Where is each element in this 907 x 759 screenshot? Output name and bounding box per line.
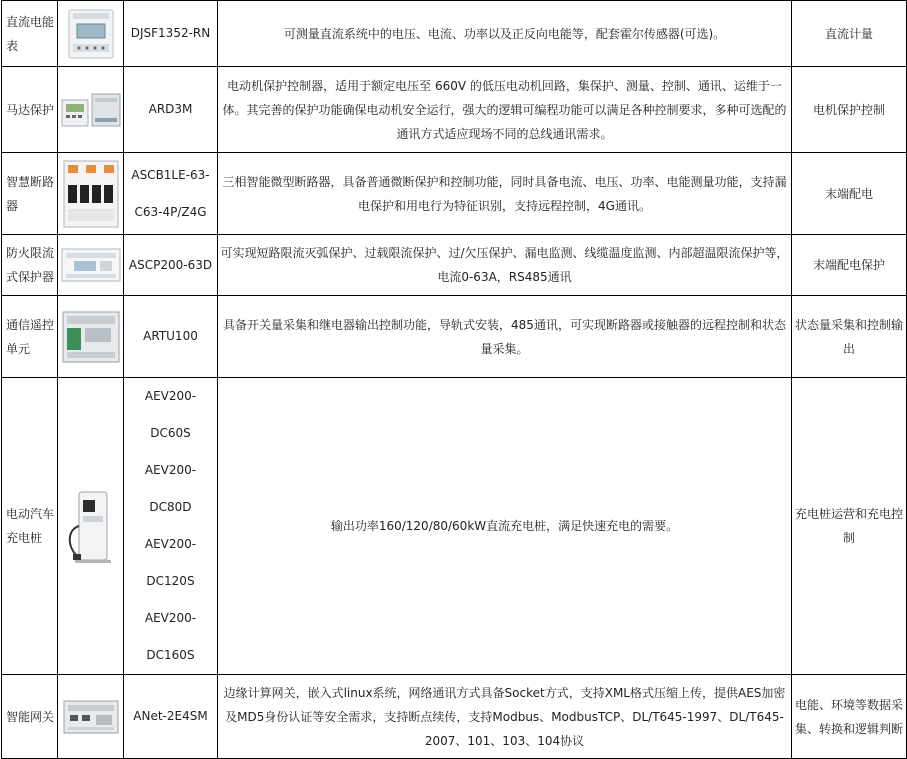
product-name: 电动汽车充电桩 xyxy=(2,378,58,675)
product-table xyxy=(1,0,907,759)
smart-gateway-photo xyxy=(60,695,122,739)
dc-energy-meter-photo xyxy=(63,8,119,60)
current-limiting-protector-photo xyxy=(60,245,122,285)
table-row xyxy=(2,378,907,675)
product-name: 直流电能表 xyxy=(2,1,58,67)
model-line: ASCP200-63D xyxy=(128,257,213,272)
motor-protector-photo xyxy=(60,90,122,130)
product-name: 智能网关 xyxy=(2,675,58,759)
product-image-cell xyxy=(58,235,124,296)
product-description: 电动机保护控制器，适用于额定电压至 660V 的低压电动机回路，集保护、测量、控制、通讯、运维于一体。其完善的保护功能确保电动机安全运行，强大的逻辑可编程功能可以满足各种控制要求，多种可选配的通讯方式适应现场不同的总线通讯需求。 xyxy=(218,67,792,153)
product-image-cell xyxy=(58,296,124,378)
product-model xyxy=(124,296,218,378)
remote-control-unit-photo xyxy=(60,306,122,368)
product-application: 电能、环境等数据采集、转换和逻辑判断 xyxy=(792,675,907,759)
product-name: 智慧断路器 xyxy=(2,153,58,235)
product-image-cell xyxy=(58,378,124,675)
product-application: 末端配电 xyxy=(792,153,907,235)
model-line: DJSF1352-RN xyxy=(130,26,211,40)
product-description: 可实现短路限流灭弧保护、过载限流保护、过/欠压保护、漏电监测、线缆温度监测、内部超温限流保护等，电流0-63A，RS485通讯 xyxy=(218,235,792,296)
smart-breaker-photo xyxy=(60,157,122,231)
model-line: ARD3M xyxy=(148,102,193,116)
ev-charger-photo xyxy=(63,486,119,566)
product-description: 输出功率160/120/80/60kW直流充电桩，满足快速充电的需要。 xyxy=(218,378,792,675)
table-row xyxy=(2,1,907,67)
product-name: 防火限流式保护器 xyxy=(2,235,58,296)
product-image-cell xyxy=(58,153,124,235)
model-line: ANet-2E4SM xyxy=(133,709,208,723)
product-application: 状态量采集和控制输出 xyxy=(792,296,907,378)
product-description: 具备开关量采集和继电器输出控制功能，导轨式安装，485通讯，可实现断路器或接触器的远程控制和状态量采集。 xyxy=(218,296,792,378)
table-row xyxy=(2,296,907,378)
product-image-cell xyxy=(58,1,124,67)
product-image-cell xyxy=(58,67,124,153)
table-row xyxy=(2,235,907,296)
model-line: AEV200-DC80D xyxy=(144,463,197,514)
product-description: 可测量直流系统中的电压、电流、功率以及正反向电能等，配套霍尔传感器(可选)。 xyxy=(218,1,792,67)
model-line: AEV200-DC60S xyxy=(144,389,197,440)
model-line: AEV200-DC120S xyxy=(144,537,197,588)
product-model xyxy=(124,153,218,235)
product-model xyxy=(124,235,218,296)
product-name: 马达保护 xyxy=(2,67,58,153)
product-application: 充电桩运营和充电控制 xyxy=(792,378,907,675)
product-model xyxy=(124,675,218,759)
product-model xyxy=(124,1,218,67)
model-line: ASCB1LE-63- xyxy=(131,167,210,182)
product-description: 三相智能微型断路器，具备普通微断保护和控制功能，同时具备电流、电压、功率、电能测量功能，支持漏电保护和用电行为特征识别，支持远程控制，4G通讯。 xyxy=(218,153,792,235)
table-row xyxy=(2,67,907,153)
product-application: 末端配电保护 xyxy=(792,235,907,296)
product-model xyxy=(124,378,218,675)
product-name: 通信遥控单元 xyxy=(2,296,58,378)
product-description: 边缘计算网关，嵌入式linux系统，网络通讯方式具备Socket方式，支持XML格式压缩上传，提供AES加密及MD5身份认证等安全需求，支持断点续传，支持Modbus、ModbusTCP、DL/T645-1997、DL/T645-2007、101、103、104协议 xyxy=(218,675,792,759)
model-line: ARTU100 xyxy=(143,329,198,343)
table-row xyxy=(2,675,907,759)
table-row xyxy=(2,153,907,235)
product-model xyxy=(124,67,218,153)
product-image-cell xyxy=(58,675,124,759)
model-line: AEV200-DC160S xyxy=(144,611,197,662)
product-application: 电机保护控制 xyxy=(792,67,907,153)
model-line: C63-4P/Z4G xyxy=(134,204,207,219)
product-application: 直流计量 xyxy=(792,1,907,67)
